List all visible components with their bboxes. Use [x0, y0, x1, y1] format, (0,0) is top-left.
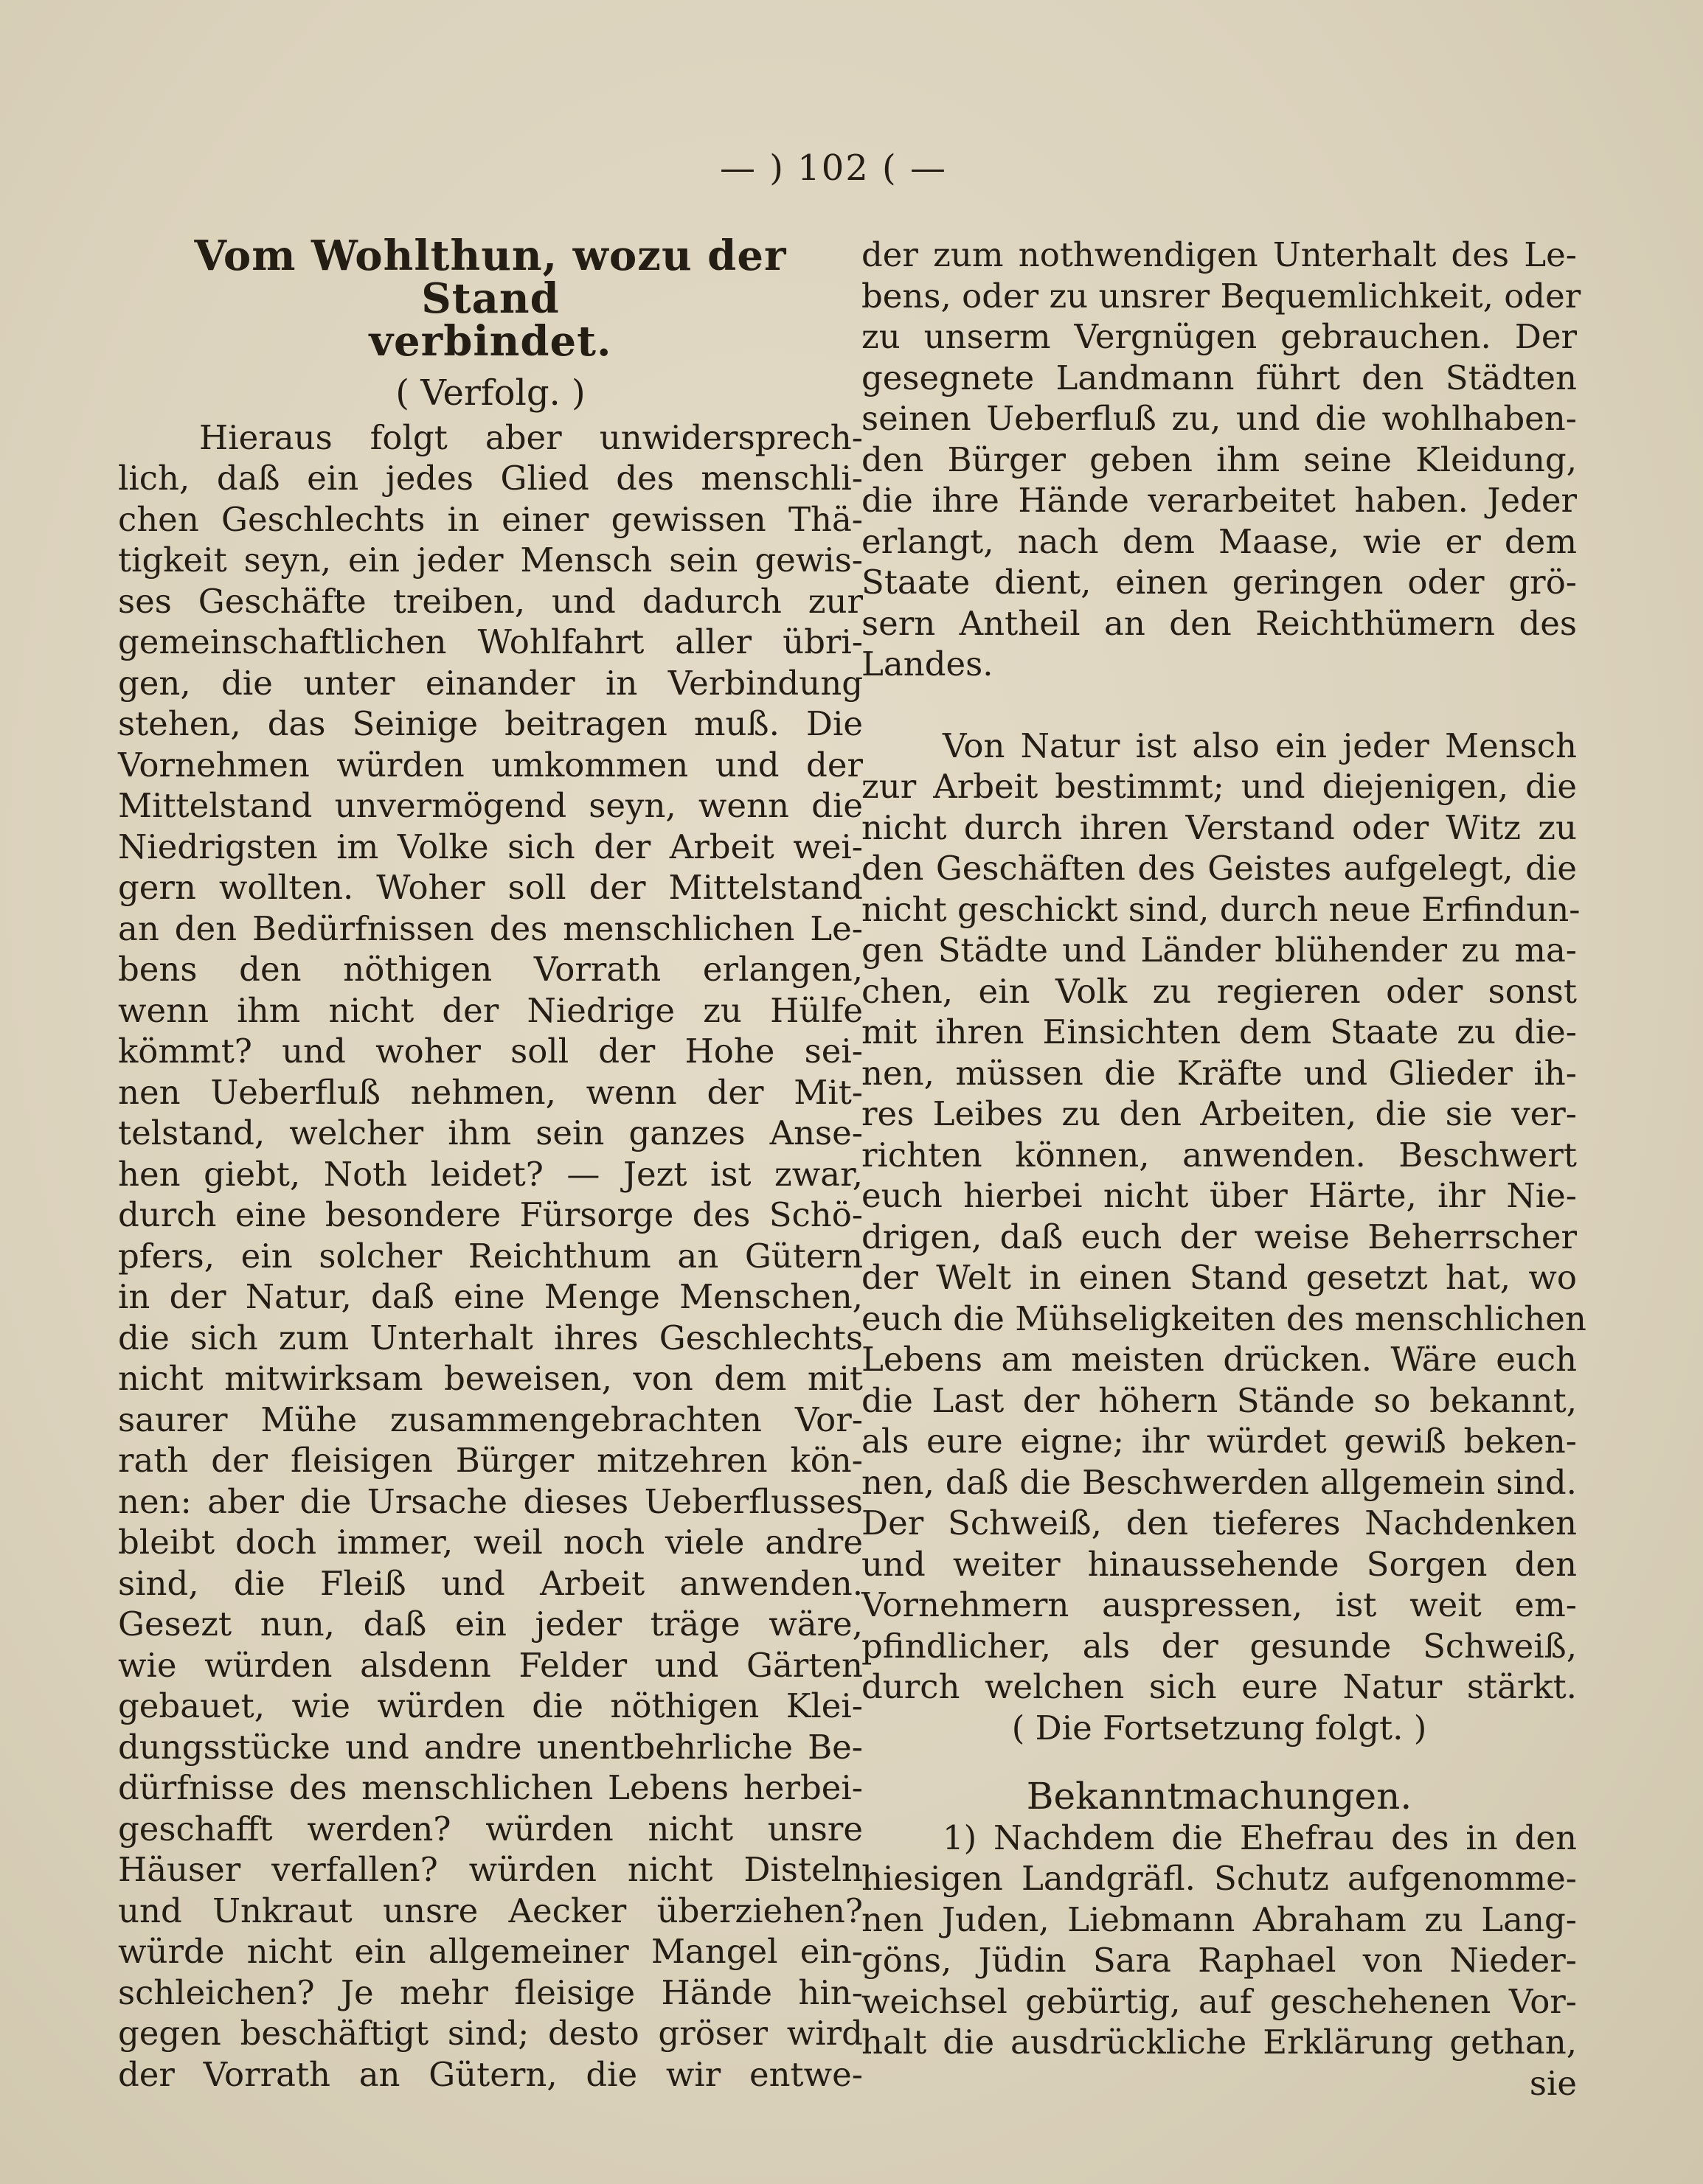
text-line: die sich zum Unterhalt ihres Geschlechts: [118, 1318, 863, 1357]
text-line: rath der fleisigen Bürger mitzehren kön-: [118, 1441, 863, 1480]
text-line: nicht mitwirksam beweisen, von dem mit: [118, 1359, 863, 1398]
text-line: Hieraus folgt aber unwidersprech-: [199, 417, 863, 457]
text-line: gegen beschäftigt sind; desto gröser wird: [118, 2014, 863, 2053]
text-line: die Last der höhern Stände so bekannt,: [861, 1380, 1577, 1420]
text-line: bens den nöthigen Vorrath erlangen,: [118, 950, 863, 989]
text-line: den Bürger geben ihm seine Kleidung,: [861, 439, 1577, 479]
text-line: lich, daß ein jedes Glied des menschli-: [118, 459, 863, 498]
text-line: und weiter hinaussehende Sorgen den: [861, 1544, 1577, 1584]
section-title: Bekanntmachungen.: [1026, 1775, 1412, 1818]
text-line: gemeinschaftlichen Wohlfahrt aller übri-: [118, 622, 863, 661]
text-line: und Unkraut unsre Aecker überziehen?: [118, 1891, 863, 1930]
text-line: ses Geschäfte treiben, und dadurch zur: [118, 581, 863, 621]
text-line: sind, die Fleiß und Arbeit anwenden.: [118, 1563, 863, 1603]
text-line: chen Geschlechts in einer gewissen Thä-: [118, 499, 863, 539]
article-title-line1: Vom Wohlthun, wozu der Stand: [194, 232, 787, 323]
text-line: gesegnete Landmann führt den Städten: [861, 358, 1577, 397]
text-line: halt die ausdrückliche Erklärung gethan,: [861, 2023, 1577, 2062]
text-line: drigen, daß euch der weise Beherrscher: [861, 1217, 1577, 1256]
text-line: zu unserm Vergnügen gebrauchen. Der: [861, 317, 1577, 356]
catchword: sie: [1529, 2063, 1577, 2103]
text-line: Von Natur ist also ein jeder Mensch: [943, 726, 1577, 765]
announcement-paragraph: [861, 1818, 1577, 2063]
text-line: richten können, anwenden. Beschwert: [861, 1135, 1577, 1175]
text-line: euch die Mühseligkeiten des menschlichen: [861, 1298, 1586, 1338]
text-line: bleibt doch immer, weil noch viele andre: [118, 1523, 863, 1562]
text-line: die ihre Hände verarbeitet haben. Jeder: [861, 481, 1577, 520]
text-line: göns, Jüdin Sara Raphael von Nieder-: [861, 1941, 1577, 1980]
text-line: geschafft werden? würden nicht unsre: [118, 1809, 863, 1849]
text-line: dungsstücke und andre unentbehrliche Be-: [118, 1727, 863, 1767]
text-line: der zum nothwendigen Unterhalt des Le-: [861, 235, 1577, 274]
text-line: der Welt in einen Stand gesetzt hat, wo: [861, 1258, 1577, 1297]
text-line: chen, ein Volk zu regieren oder sonst: [861, 971, 1577, 1011]
text-line: durch welchen sich eure Natur stärkt.: [861, 1667, 1577, 1706]
text-line: Staate dient, einen geringen oder grö-: [861, 563, 1577, 602]
text-line: res Leibes zu den Arbeiten, die sie ver-: [861, 1094, 1577, 1133]
text-line: Vornehmern auspressen, ist weit em-: [861, 1585, 1577, 1624]
text-line: wenn ihm nicht der Niedrige zu Hülfe: [118, 990, 863, 1030]
article-subtitle: ( Verfolg. ): [395, 372, 586, 414]
text-line: wie würden alsdenn Felder und Gärten: [118, 1645, 863, 1685]
text-line: saurer Mühe zusammengebrachten Vor-: [118, 1399, 863, 1439]
continuation-note: ( Die Fortsetzung folgt. ): [1011, 1708, 1427, 1747]
text-line: als eure eigne; ihr würdet gewiß beken-: [861, 1422, 1577, 1461]
text-line: gebauet, wie würden die nöthigen Klei-: [118, 1686, 863, 1725]
text-line: bens, oder zu unsrer Bequemlichkeit, oder: [861, 276, 1581, 316]
text-line: zur Arbeit bestimmt; und diejenigen, die: [861, 767, 1577, 806]
text-line: gen, die unter einander in Verbindung: [118, 663, 863, 703]
text-line: würde nicht ein allgemeiner Mangel ein-: [118, 1932, 863, 1971]
text-line: Gesezt nun, daß ein jeder träge wäre,: [118, 1604, 863, 1644]
text-line: dürfnisse des menschlichen Lebens herbei-: [118, 1768, 863, 1807]
text-line: hen giebt, Noth leidet? — Jezt ist zwar,: [118, 1154, 863, 1194]
text-line: Mittelstand unvermögend seyn, wenn die: [118, 786, 863, 825]
text-line: Häuser verfallen? würden nicht Disteln: [118, 1850, 863, 1889]
text-line: nicht geschickt sind, durch neue Erfindun-: [861, 889, 1581, 929]
right-column: [861, 234, 1586, 2104]
left-paragraph: [118, 417, 863, 2096]
text-line: mit ihren Einsichten dem Staate zu die-: [861, 1012, 1577, 1051]
text-line: durch eine besondere Fürsorge des Schö-: [118, 1195, 863, 1234]
text-line: Vornehmen würden umkommen und der: [118, 745, 863, 785]
text-line: der Vorrath an Gütern, die wir entwe-: [118, 2054, 863, 2094]
text-line: nen, daß die Beschwerden allgemein sind.: [861, 1462, 1577, 1502]
text-line: weichsel gebürtig, auf geschehenen Vor-: [861, 1981, 1577, 2021]
text-line: sern Antheil an den Reichthümern des: [861, 603, 1577, 643]
text-line: in der Natur, daß eine Menge Menschen,: [118, 1277, 863, 1316]
text-line: euch hierbei nicht über Härte, ihr Nie-: [861, 1176, 1577, 1215]
text-line: stehen, das Seinige beitragen muß. Die: [118, 704, 863, 743]
text-line: nicht durch ihren Verstand oder Witz zu: [861, 807, 1577, 847]
text-line: nen: aber die Ursache dieses Ueberflusses: [118, 1481, 863, 1521]
text-line: tigkeit seyn, ein jeder Mensch sein gewis-: [118, 540, 863, 580]
text-line: erlangt, nach dem Maase, wie er dem: [861, 521, 1577, 561]
article-title-line2: verbindet.: [369, 317, 612, 366]
text-line: hiesigen Landgräfl. Schutz aufgenomme-: [861, 1859, 1577, 1898]
text-line: Landes.: [861, 644, 993, 684]
text-line: seinen Ueberfluß zu, und die wohlhaben-: [861, 399, 1577, 438]
text-line: Der Schweiß, den tieferes Nachdenken: [861, 1503, 1577, 1543]
text-line: nen Juden, Liebmann Abraham zu Lang-: [861, 1899, 1577, 1939]
page-number: — ) 102 ( —: [719, 147, 948, 189]
text-line: pfindlicher, als der gesunde Schweiß,: [861, 1626, 1577, 1666]
text-line: Lebens am meisten drücken. Wäre euch: [861, 1340, 1577, 1379]
text-line: pfers, ein solcher Reichthum an Gütern: [118, 1236, 863, 1276]
right-paragraph-2: [861, 726, 1586, 1708]
left-column: [118, 234, 863, 2095]
text-line: Niedrigsten im Volke sich der Arbeit wei-: [118, 827, 863, 866]
text-line: telstand, welcher ihm sein ganzes Anse-: [118, 1113, 863, 1152]
right-paragraph-1: [861, 234, 1581, 685]
text-line: gern wollten. Woher soll der Mittelstand: [118, 868, 863, 907]
text-line: nen, müssen die Kräfte und Glieder ih-: [861, 1053, 1577, 1093]
text-line: schleichen? Je mehr fleisige Hände hin-: [118, 1972, 863, 2012]
text-line: 1) Nachdem die Ehefrau des in den: [943, 1818, 1577, 1857]
text-line: nen Ueberfluß nehmen, wenn der Mit-: [118, 1072, 863, 1112]
text-line: gen Städte und Länder blühender zu ma-: [861, 931, 1577, 970]
text-line: den Geschäften des Geistes aufgelegt, die: [861, 849, 1577, 888]
article-title: [118, 232, 863, 366]
text-line: an den Bedürfnissen des menschlichen Le-: [118, 908, 863, 948]
text-line: kömmt? und woher soll der Hohe sei-: [118, 1032, 863, 1071]
